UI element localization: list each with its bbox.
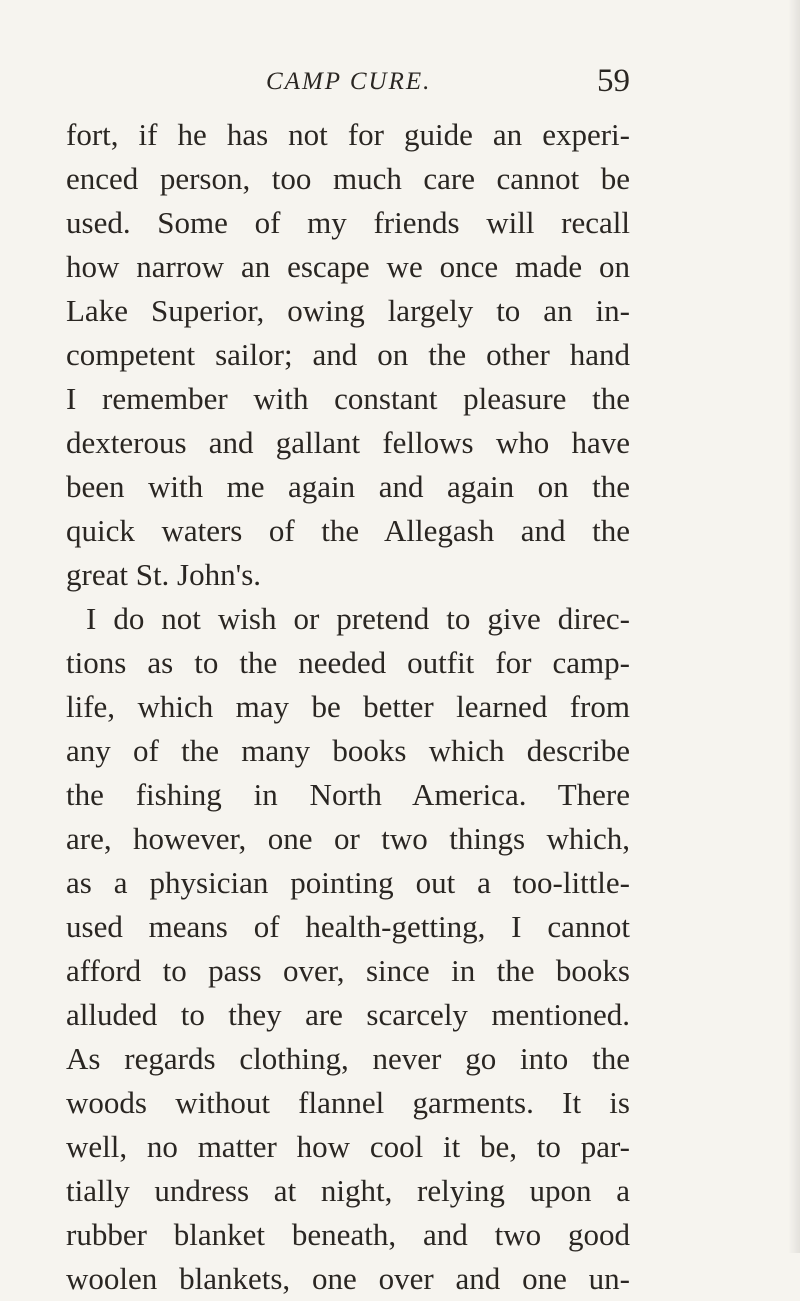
- text-line: the fishing in North America. There: [66, 777, 630, 812]
- text-line: I remember with constant pleasure the: [66, 381, 630, 416]
- body-text: [66, 113, 630, 1301]
- text-line: As regards clothing, never go into the: [66, 1041, 630, 1076]
- text-line: fort, if he has not for guide an experi-: [66, 117, 630, 152]
- text-line: quick waters of the Allegash and the: [66, 513, 630, 548]
- running-head: [66, 60, 630, 104]
- text-line: tions as to the needed outfit for camp-: [66, 645, 630, 680]
- text-line: been with me again and again on the: [66, 469, 630, 504]
- text-line: woods without flannel garments. It is: [66, 1085, 630, 1120]
- text-line: tially undress at night, relying upon a: [66, 1173, 630, 1208]
- text-line: used. Some of my friends will recall: [66, 205, 630, 240]
- text-line: alluded to they are scarcely mentioned.: [66, 997, 630, 1032]
- text-line: great St. John's.: [66, 557, 262, 592]
- text-line: rubber blanket beneath, and two good: [66, 1217, 630, 1252]
- running-title: CAMP CURE.: [266, 68, 432, 95]
- text-line: competent sailor; and on the other hand: [66, 337, 630, 372]
- text-line: dexterous and gallant fellows who have: [66, 425, 630, 460]
- text-line: any of the many books which describe: [66, 733, 630, 768]
- text-line: are, however, one or two things which,: [66, 821, 630, 856]
- text-line: afford to pass over, since in the books: [66, 953, 630, 988]
- text-line: how narrow an escape we once made on: [66, 249, 630, 284]
- page-edge-shadow: [788, 0, 800, 1253]
- text-line: Lake Superior, owing largely to an in-: [66, 293, 630, 328]
- text-line: enced person, too much care cannot be: [66, 161, 630, 196]
- text-line: woolen blankets, one over and one un-: [66, 1261, 630, 1296]
- text-line: well, no matter how cool it be, to par-: [66, 1129, 630, 1164]
- text-line: used means of health-getting, I cannot: [66, 909, 630, 944]
- text-line: as a physician pointing out a too-little-: [66, 865, 630, 900]
- text-line: I do not wish or pretend to give direc-: [86, 601, 630, 636]
- page-number: 59: [597, 63, 630, 99]
- text-line: life, which may be better learned from: [66, 689, 630, 724]
